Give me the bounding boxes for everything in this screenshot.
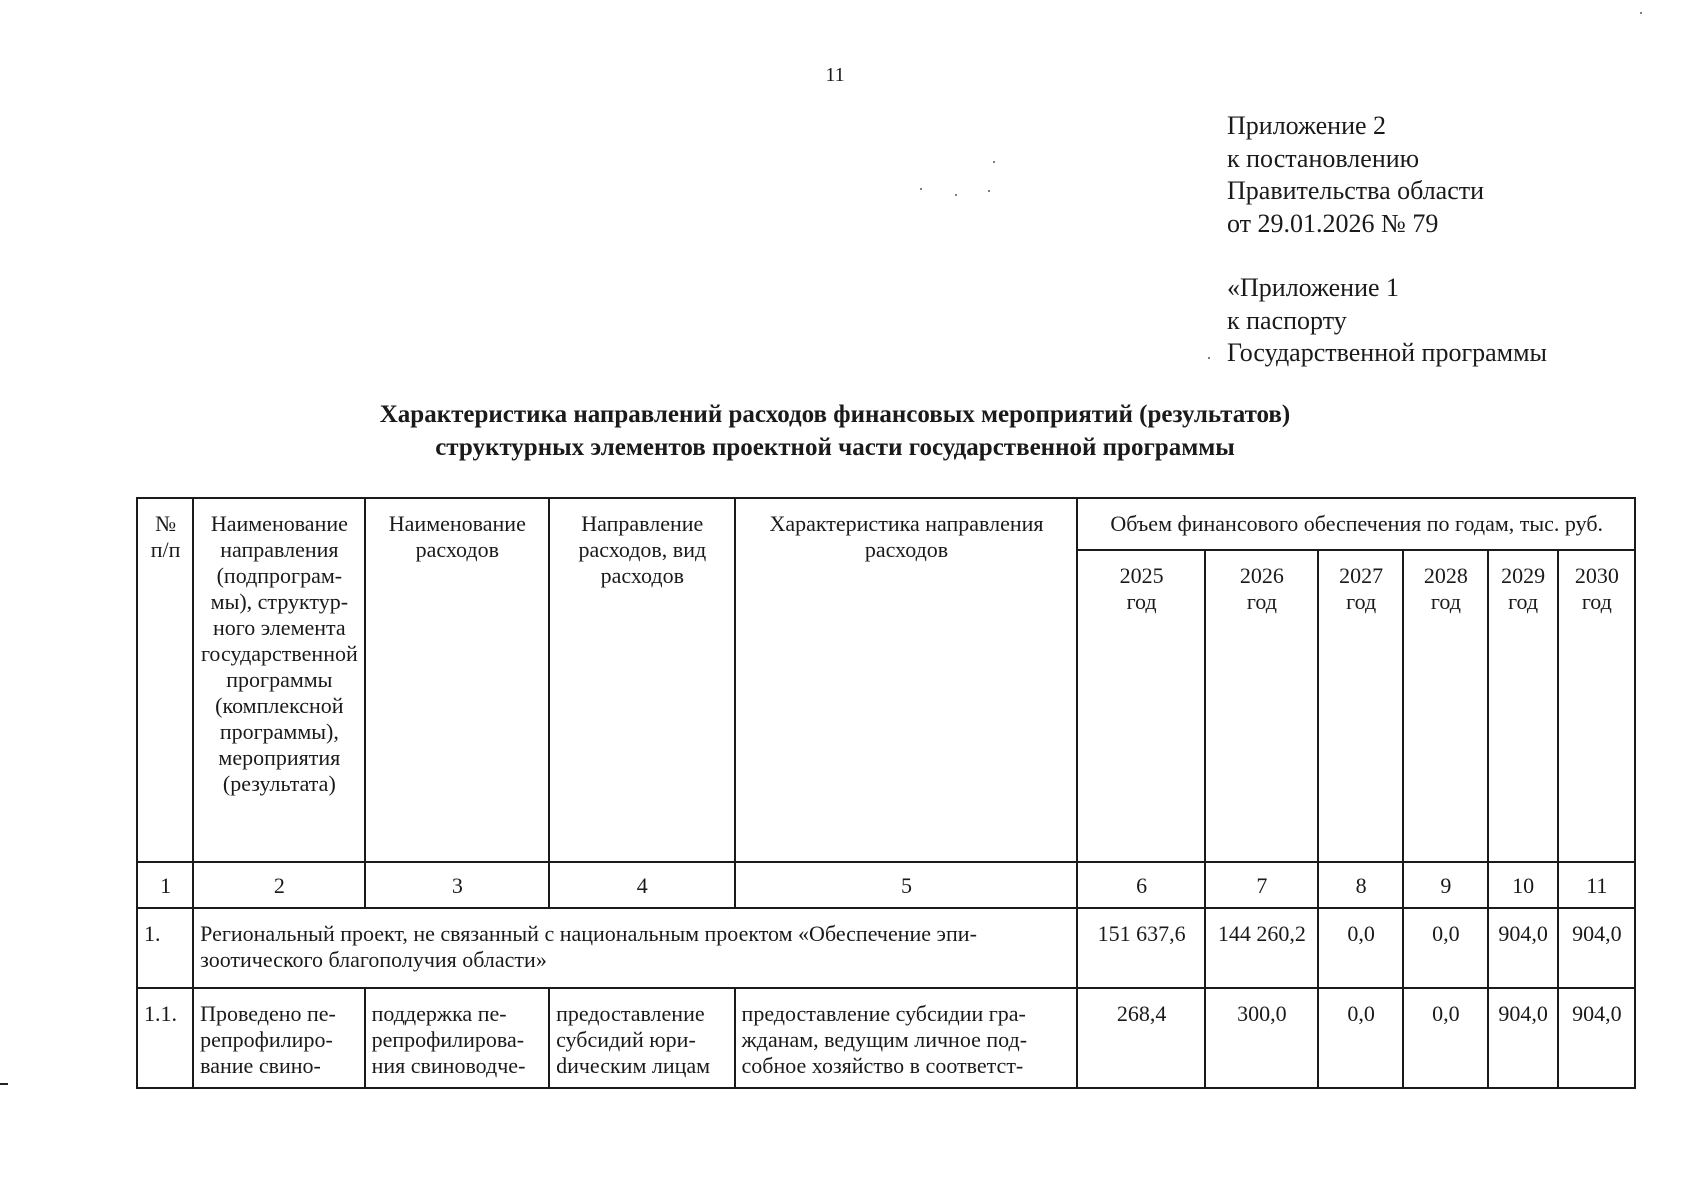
table-row-regional-project	[137, 908, 1635, 988]
table-header-row	[137, 498, 1635, 550]
header-characteristic: Характеристика направления расходов	[735, 498, 1078, 862]
column-number: 5	[735, 862, 1078, 908]
value-2029: 904,0	[1488, 988, 1558, 1088]
column-number: 10	[1488, 862, 1558, 908]
value-2029: 904,0	[1488, 908, 1558, 988]
column-number: 7	[1205, 862, 1318, 908]
result-characteristic: предоставление субсидии гражданам, ведущим личное подсобное хозяйство в соответст-	[735, 988, 1078, 1088]
column-number: 6	[1077, 862, 1204, 908]
appendix-quote-line: «Приложение 1	[1227, 273, 1400, 302]
appendix-line: к постановлению	[1227, 143, 1420, 173]
appendix-quote-line: Государственной программы	[1227, 338, 1548, 367]
value-2027: 0,0	[1318, 988, 1403, 1088]
column-number: 2	[193, 862, 364, 908]
header-year-2028: 2028 год	[1403, 550, 1487, 862]
appendix-line: от 29.01.2026 № 79	[1227, 208, 1439, 238]
value-2027: 0,0	[1318, 908, 1403, 988]
value-2030: 904,0	[1558, 908, 1635, 988]
column-number: 8	[1318, 862, 1403, 908]
result-expense-direction: предоставление субсидий юриdическим лицам	[549, 988, 734, 1088]
document-title-line: структурных элементов проектной части государственной программы	[435, 434, 1235, 461]
value-2026: 144 260,2	[1205, 908, 1318, 988]
value-2028: 0,0	[1403, 908, 1487, 988]
table-row-result	[137, 988, 1635, 1088]
header-expense-direction: Направление расходов, вид расходов	[549, 498, 734, 862]
header-expense-name: Наименование расходов	[365, 498, 549, 862]
value-2025: 151 637,6	[1077, 908, 1204, 988]
header-year-2030: 2030 год	[1558, 550, 1635, 862]
scan-speck	[920, 188, 922, 190]
column-number: 9	[1403, 862, 1487, 908]
value-2028: 0,0	[1403, 988, 1487, 1088]
expenses-table	[136, 497, 1636, 1089]
value-2030: 904,0	[1558, 988, 1635, 1088]
row-number: 1.	[137, 908, 193, 988]
appendix-quote-line: к паспорту	[1227, 305, 1347, 335]
appendix-line: Приложение 2	[1227, 111, 1387, 140]
scan-speck	[988, 190, 990, 192]
column-number: 11	[1558, 862, 1635, 908]
header-num: № п/п	[137, 498, 193, 862]
result-expense-name: поддержка перепрофилирования свиноводче-	[365, 988, 549, 1088]
column-number-row	[137, 862, 1635, 908]
result-direction-name: Проведено перепрофилирование свино-	[193, 988, 364, 1088]
appendix-reference-block	[1227, 110, 1484, 240]
value-2026: 300,0	[1205, 988, 1318, 1088]
header-direction-name: Наименование направления (подпрограммы), структурного элемента государственной программы (комплексной программы), мероприятия (результата)	[193, 498, 364, 862]
appendix-quote-block	[1227, 272, 1547, 370]
appendix-line: Правительства области	[1227, 176, 1485, 205]
regional-project-name: Региональный проект, не связанный с национальным проектом «Обеспечение эпизоотического благополучия области»	[193, 908, 1077, 988]
page-number: 11	[825, 64, 845, 86]
scan-speck	[955, 194, 957, 196]
header-year-2029: 2029 год	[1488, 550, 1558, 862]
document-title	[0, 398, 1670, 464]
scan-edge-mark	[0, 1083, 8, 1085]
column-number: 1	[137, 862, 193, 908]
scan-speck	[1640, 12, 1642, 14]
header-year-2026: 2026 год	[1205, 550, 1318, 862]
header-year-2027: 2027 год	[1318, 550, 1403, 862]
column-number: 3	[365, 862, 549, 908]
column-number: 4	[549, 862, 734, 908]
scan-speck	[1208, 357, 1210, 359]
row-number: 1.1.	[137, 988, 193, 1088]
header-financing-volume: Объем финансового обеспечения по годам, тыс. руб.	[1077, 498, 1635, 550]
header-year-2025: 2025 год	[1077, 550, 1204, 862]
value-2025: 268,4	[1077, 988, 1204, 1088]
scan-speck	[993, 161, 995, 163]
document-title-line: Характеристика направлений расходов финансовых мероприятий (результатов)	[379, 401, 1291, 428]
